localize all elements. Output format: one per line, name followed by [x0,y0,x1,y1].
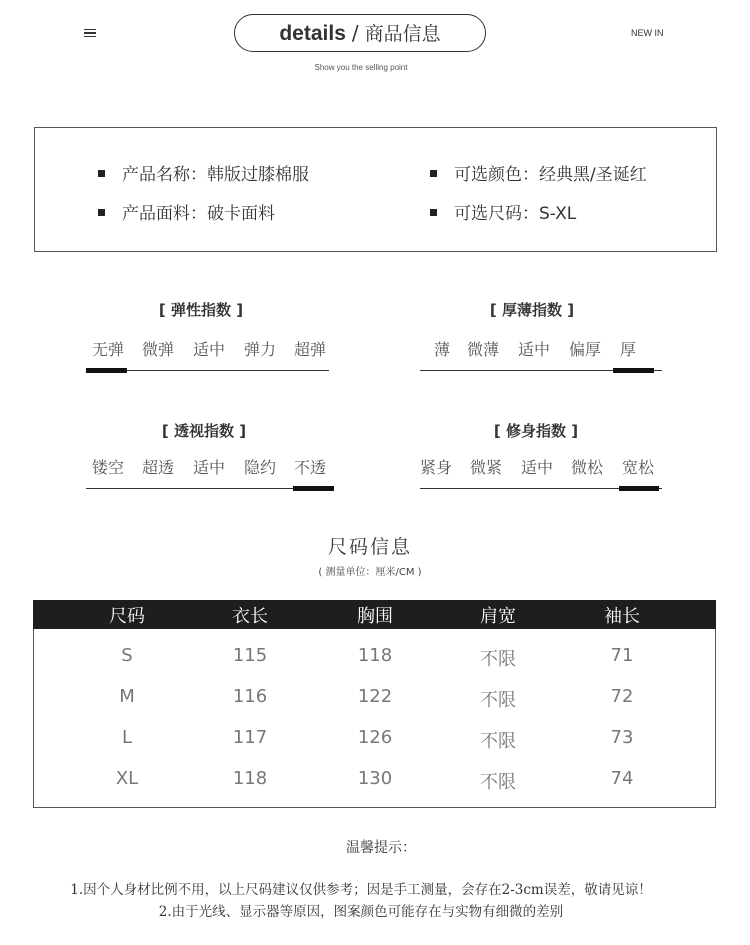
fit-option: 宽松 [622,458,655,477]
bullet-icon [430,170,437,177]
title-cn: 商品信息 [364,23,441,45]
table-cell: 不限 [480,731,516,752]
table-cell: 不限 [480,772,516,793]
table-header-cell: 尺码 [109,606,145,627]
thickness-option: 厚 [620,340,637,359]
tagline: Show you the selling point [314,63,408,72]
table-cell: 118 [232,768,268,789]
elasticity-option: 弹力 [244,340,277,359]
thickness-option: 偏厚 [569,340,602,359]
table-cell: 不限 [480,649,516,670]
thickness-title: [ 厚薄指数 ] [489,301,575,319]
transparency-option: 不透 [294,458,327,477]
fit-option: 适中 [521,458,554,477]
new-in-label: NEW IN [631,28,664,38]
info-sizes: 可选尺码：S-XL [430,199,576,224]
fit-option: 微松 [571,458,604,477]
table-cell: 115 [232,645,268,666]
bullet-icon [98,170,105,177]
thickness-marker [613,368,654,373]
transparency-option: 超透 [142,458,175,477]
info-colors: 可选颜色：经典黑/圣诞红 [430,160,647,185]
table-cell: 73 [610,727,634,748]
bullet-icon [98,209,105,216]
fit-option: 微紧 [470,458,503,477]
transparency-option: 适中 [193,458,226,477]
table-cell: S [121,645,133,666]
table-header-cell: 胸围 [357,606,393,627]
fit-marker [619,486,659,491]
info-product-fabric: 产品面料：破卡面料 [98,199,275,224]
elasticity-option: 无弹 [92,340,125,359]
table-cell: L [121,727,133,748]
notes-title: 温馨提示： [346,840,416,856]
elasticity-title: [ 弹性指数 ] [158,301,244,319]
transparency-option: 镂空 [92,458,125,477]
size-info-title: 尺码信息 [327,536,412,558]
info-product-name: 产品名称：韩版过膝棉服 [98,160,309,185]
table-cell: 126 [357,727,393,748]
table-cell: XL [115,768,139,789]
table-cell: M [119,686,135,707]
fit-option: 紧身 [420,458,453,477]
table-cell: 130 [357,768,393,789]
thickness-option: 薄 [434,340,451,359]
thickness-option: 微薄 [467,340,500,359]
menu-icon[interactable] [84,29,96,37]
elasticity-option: 适中 [193,340,226,359]
table-cell: 71 [610,645,634,666]
note-line-1: 1.因个人身材比例不用，以上尺码建议仅供参考；因是手工测量，会存在2-3cm误差，敬请见谅！ [70,882,652,898]
table-cell: 116 [232,686,268,707]
table-header-cell: 袖长 [604,606,640,627]
elasticity-option: 微弹 [142,340,175,359]
transparency-marker [293,486,334,491]
thickness-option: 适中 [518,340,551,359]
table-cell: 122 [357,686,393,707]
table-cell: 不限 [480,690,516,711]
table-cell: 72 [610,686,634,707]
size-info-unit: ( 测量单位：厘米/CM ) [318,567,422,578]
note-line-2: 2.由于光线、显示器等原因，图案颜色可能存在与实物有细微的差别 [158,904,564,920]
elasticity-option: 超弹 [294,340,327,359]
bullet-icon [430,209,437,216]
fit-title: [ 修身指数 ] [493,422,579,440]
transparency-title: [ 透视指数 ] [161,422,247,440]
title-en: details [279,22,346,45]
title-separator: / [351,21,359,45]
elasticity-marker [86,368,127,373]
table-cell: 74 [610,768,634,789]
table-header-cell: 衣长 [232,606,268,627]
table-cell: 118 [357,645,393,666]
transparency-option: 隐约 [244,458,277,477]
product-info-box [34,127,717,252]
page-title [234,14,486,52]
table-header-cell: 肩宽 [480,606,516,627]
table-cell: 117 [232,727,268,748]
